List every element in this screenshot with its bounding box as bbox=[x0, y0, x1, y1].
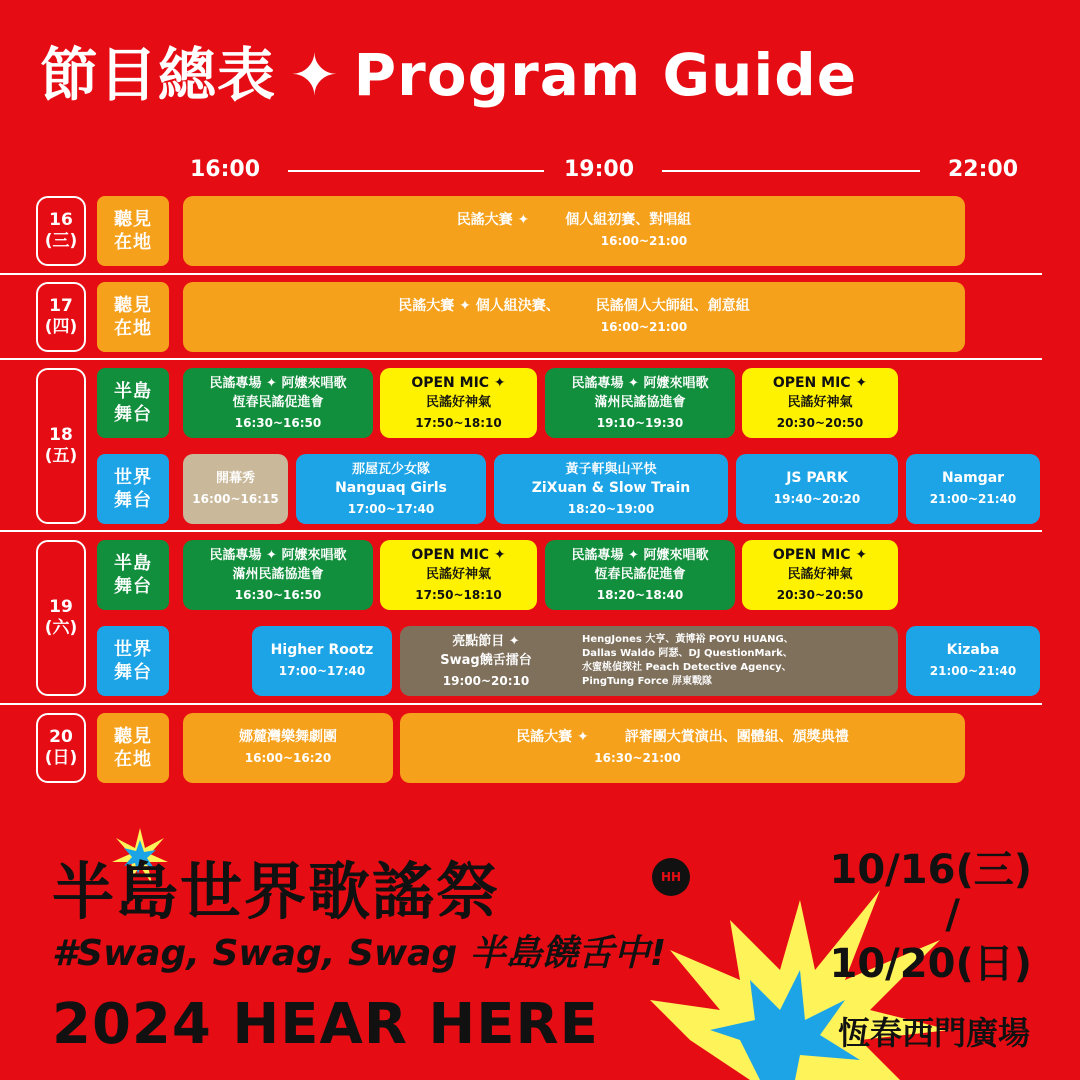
stage-local-16 bbox=[97, 196, 169, 266]
stage-peninsula-18 bbox=[97, 368, 169, 438]
title-zh: 節目總表 bbox=[40, 41, 277, 109]
event-name: 2024 HEAR HERE bbox=[52, 992, 599, 1057]
stage-local-17 bbox=[97, 282, 169, 352]
page-title bbox=[40, 40, 857, 110]
timeline-line-1 bbox=[288, 170, 544, 172]
event-title: OPEN MIC ✦ bbox=[411, 374, 506, 391]
event-title: 娜麓灣樂舞劇團 bbox=[239, 729, 337, 745]
lineup-line: HengJones 大亨、黃博裕 POYU HUANG、 bbox=[582, 634, 794, 645]
event-time: 16:00~21:00 bbox=[600, 320, 688, 334]
event-swag-battle[interactable] bbox=[400, 626, 898, 696]
timeline-line-2 bbox=[662, 170, 920, 172]
day-date: 19 bbox=[49, 597, 73, 617]
event-time: 19:10~19:30 bbox=[596, 415, 684, 430]
event-subtitle: Swag饒舌擂台 bbox=[440, 652, 532, 668]
stage-label: 聽見 bbox=[114, 726, 152, 747]
event-d19p-1[interactable] bbox=[380, 540, 537, 610]
lineup-line: 水蜜桃偵探社 Peach Detective Agency、 bbox=[582, 662, 792, 673]
event-d18p-3[interactable] bbox=[742, 368, 898, 438]
event-title: Namgar bbox=[941, 470, 1005, 486]
event-subtitle: ZiXuan & Slow Train bbox=[531, 479, 691, 496]
stage-label: 在地 bbox=[114, 318, 152, 339]
swag-lineup bbox=[582, 633, 794, 689]
row-separator bbox=[0, 273, 1042, 275]
stage-local-20 bbox=[97, 713, 169, 783]
stage-label: 舞台 bbox=[114, 662, 152, 683]
event-title: OPEN MIC ✦ bbox=[772, 546, 868, 563]
event-title: 亮點節目 ✦ bbox=[452, 633, 520, 649]
event-folk-contest-17[interactable] bbox=[183, 282, 965, 352]
stage-label: 舞台 bbox=[114, 404, 152, 425]
stage-label: 半島 bbox=[114, 553, 152, 574]
day-weekday: (日) bbox=[44, 748, 78, 768]
venue: 恆春西門廣場 bbox=[837, 1014, 1030, 1052]
event-title: 民謠專場 ✦ 阿嬤來唱歌 bbox=[571, 375, 709, 391]
stage-peninsula-19 bbox=[97, 540, 169, 610]
swag-main bbox=[400, 632, 572, 691]
event-title: 民謠專場 ✦ 阿嬤來唱歌 bbox=[209, 547, 347, 563]
event-subtitle: 民謠個人大師組、創意組 bbox=[595, 298, 750, 314]
date-start: 10/16(三) bbox=[829, 847, 1032, 893]
event-time: 18:20~18:40 bbox=[596, 587, 684, 602]
event-time: 19:40~20:20 bbox=[773, 492, 861, 506]
event-folk-contest-16[interactable] bbox=[183, 196, 965, 266]
event-subtitle: 民謠好神氣 bbox=[425, 566, 491, 582]
day-weekday: (三) bbox=[44, 231, 78, 251]
event-subtitle: 滿州民謠協進會 bbox=[232, 566, 324, 582]
event-subtitle: 民謠好神氣 bbox=[787, 566, 853, 582]
event-d18w-2[interactable] bbox=[494, 454, 728, 524]
lineup-line: Dallas Waldo 阿瑟、DJ QuestionMark、 bbox=[582, 648, 793, 659]
event-time: 18:20~19:00 bbox=[567, 501, 655, 516]
event-time: 16:30~21:00 bbox=[594, 751, 681, 765]
event-title: 開幕秀 bbox=[215, 471, 255, 486]
event-time: 20:30~20:50 bbox=[776, 415, 864, 430]
stage-label: 在地 bbox=[114, 749, 152, 770]
event-subtitle: 民謠好神氣 bbox=[425, 394, 491, 410]
day-date: 20 bbox=[49, 727, 73, 747]
event-kizaba[interactable] bbox=[906, 626, 1040, 696]
row-separator bbox=[0, 703, 1042, 705]
event-time: 21:00~21:40 bbox=[929, 664, 1017, 678]
title-en: Program Guide bbox=[353, 41, 858, 109]
event-title: 民謠專場 ✦ 阿嬤來唱歌 bbox=[209, 375, 347, 391]
row-separator bbox=[0, 530, 1042, 532]
event-d18w-1[interactable] bbox=[296, 454, 486, 524]
festival-tagline: #Swag, Swag, Swag 半島饒舌中! bbox=[52, 933, 667, 974]
day-weekday: (五) bbox=[44, 446, 78, 466]
day-18 bbox=[36, 368, 86, 524]
event-time: 16:00~16:15 bbox=[192, 492, 279, 506]
date-separator: / bbox=[945, 892, 960, 938]
day-date: 16 bbox=[49, 210, 73, 230]
event-d19p-2[interactable] bbox=[545, 540, 735, 610]
event-title: 那屋瓦少女隊 bbox=[351, 461, 430, 477]
event-time: 19:00~20:10 bbox=[442, 673, 530, 688]
event-dance-troupe[interactable] bbox=[183, 713, 393, 783]
event-title: OPEN MIC ✦ bbox=[772, 374, 868, 391]
stage-label: 半島 bbox=[114, 381, 152, 402]
event-subtitle: 個人組初賽、對唱組 bbox=[565, 212, 692, 228]
day-17 bbox=[36, 282, 86, 352]
event-time: 16:00~16:20 bbox=[244, 751, 332, 765]
stage-label: 聽見 bbox=[114, 209, 152, 230]
day-19 bbox=[36, 540, 86, 696]
event-d18p-2[interactable] bbox=[545, 368, 735, 438]
event-time: 20:30~20:50 bbox=[776, 587, 864, 602]
event-time: 21:00~21:40 bbox=[929, 492, 1017, 506]
event-title: Kizaba bbox=[946, 642, 1000, 658]
event-time: 17:00~17:40 bbox=[347, 501, 435, 516]
day-20 bbox=[36, 713, 86, 783]
sparkle-icon: ✦ bbox=[290, 41, 340, 109]
row-separator bbox=[0, 358, 1042, 360]
event-d18w-3[interactable] bbox=[736, 454, 898, 524]
event-title: 民謠專場 ✦ 阿嬤來唱歌 bbox=[571, 547, 709, 563]
event-d18w-4[interactable] bbox=[906, 454, 1040, 524]
hear-here-logo: HH bbox=[652, 858, 690, 896]
time-label-1600: 16:00 bbox=[190, 157, 261, 182]
event-d18w-0[interactable] bbox=[183, 454, 288, 524]
time-label-2200: 22:00 bbox=[948, 157, 1019, 182]
event-d19p-0[interactable] bbox=[183, 540, 373, 610]
event-subtitle: 滿州民謠協進會 bbox=[594, 394, 686, 410]
event-title: 民謠大賽 ✦ 個人組決賽、 bbox=[398, 298, 560, 314]
event-subtitle: 民謠好神氣 bbox=[787, 394, 853, 410]
event-time: 16:00~21:00 bbox=[600, 234, 688, 248]
stage-world-19 bbox=[97, 626, 169, 696]
event-d19p-3[interactable] bbox=[742, 540, 898, 610]
stage-label: 在地 bbox=[114, 232, 152, 253]
event-subtitle: 評審團大賞演出、團體組、頒獎典禮 bbox=[624, 729, 849, 745]
event-title: OPEN MIC ✦ bbox=[411, 546, 506, 563]
event-time: 16:30~16:50 bbox=[234, 587, 322, 602]
event-d18p-0[interactable] bbox=[183, 368, 373, 438]
event-time: 16:30~16:50 bbox=[234, 415, 322, 430]
event-subtitle: Nanguaq Girls bbox=[335, 479, 447, 496]
festival-name: 半島世界歌謠祭 bbox=[52, 855, 501, 928]
event-higher-rootz[interactable] bbox=[252, 626, 392, 696]
event-time: 17:50~18:10 bbox=[415, 587, 502, 602]
day-weekday: (四) bbox=[44, 317, 78, 337]
event-subtitle: 恆春民謠促進會 bbox=[232, 394, 324, 410]
event-subtitle: 恆春民謠促進會 bbox=[594, 566, 686, 582]
stage-label: 舞台 bbox=[114, 576, 152, 597]
date-end: 10/20(日) bbox=[829, 941, 1032, 987]
stage-label: 世界 bbox=[114, 467, 152, 488]
day-16 bbox=[36, 196, 86, 266]
day-date: 17 bbox=[49, 296, 73, 316]
event-title: Higher Rootz bbox=[270, 642, 374, 658]
event-title: 民謠大賽 ✦ bbox=[516, 729, 589, 745]
stage-world-18 bbox=[97, 454, 169, 524]
event-time: 17:00~17:40 bbox=[278, 664, 366, 678]
day-date: 18 bbox=[49, 425, 73, 445]
lineup-line: PingTung Force 屏東戰隊 bbox=[582, 676, 713, 687]
event-title: JS PARK bbox=[786, 470, 848, 486]
event-time: 17:50~18:10 bbox=[415, 415, 502, 430]
day-weekday: (六) bbox=[44, 618, 78, 638]
event-title: 黃子軒與山平快 bbox=[565, 461, 657, 477]
event-title: 民謠大賽 ✦ bbox=[456, 212, 530, 228]
time-label-1900: 19:00 bbox=[564, 157, 635, 182]
stage-label: 世界 bbox=[114, 639, 152, 660]
event-folk-contest-20[interactable] bbox=[400, 713, 965, 783]
event-d18p-1[interactable] bbox=[380, 368, 537, 438]
stage-label: 舞台 bbox=[114, 490, 152, 511]
stage-label: 聽見 bbox=[114, 295, 152, 316]
